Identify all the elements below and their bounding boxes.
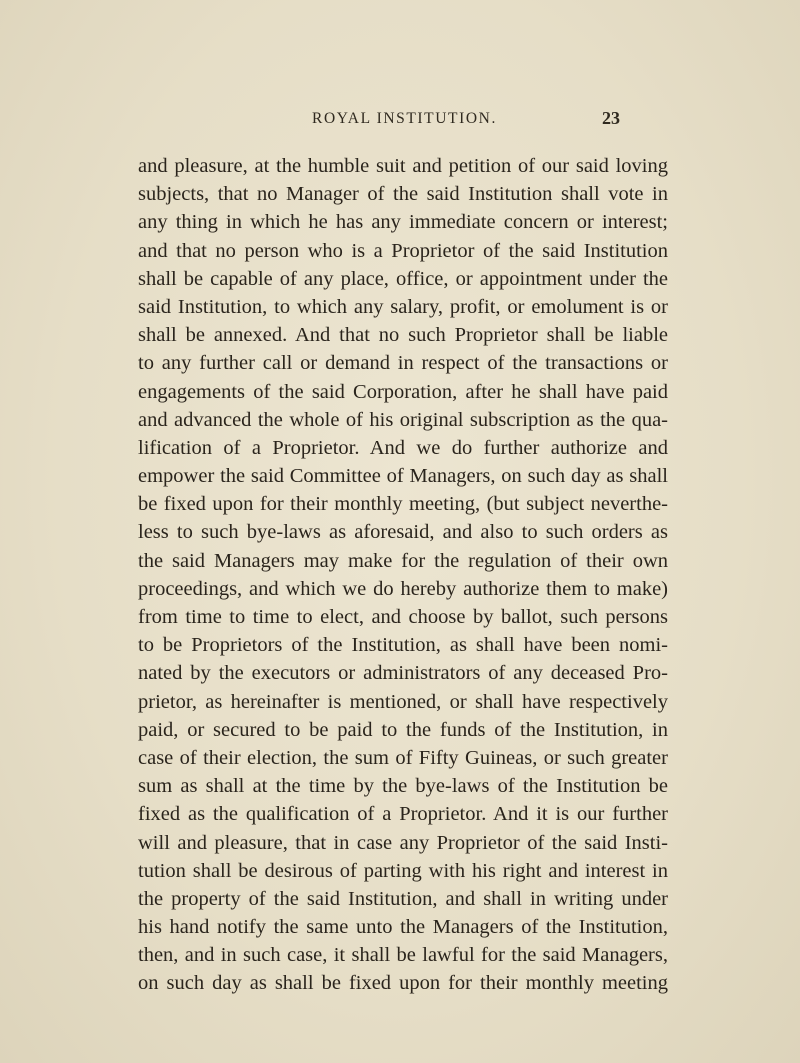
text-line: to any further call or demand in respect of the transactions or (138, 352, 668, 375)
text-line: his hand notify the same unto the Managers of the Institution, (138, 916, 668, 939)
text-line: empower the said Committee of Managers, on such day as shall (138, 465, 668, 488)
text-line: paid, or secured to be paid to the funds of the Institution, in (138, 718, 668, 741)
text-line: shall be annexed. And that no such Proprietor shall be liable (138, 324, 668, 347)
text-line: lification of a Proprietor. And we do further authorize and (138, 436, 668, 459)
text-line: from time to time to elect, and choose by ballot, such persons (138, 606, 668, 628)
text-line: the said Managers may make for the regulation of their own (138, 549, 668, 572)
text-line: less to such bye-laws as aforesaid, and also to such orders as (138, 521, 668, 544)
text-line: prietor, as hereinafter is mentioned, or shall have respectively (138, 690, 668, 713)
text-line: and advanced the whole of his original subscription as the qua- (138, 408, 668, 431)
text-line: be fixed upon for their monthly meeting, (but subject neverthe- (138, 493, 668, 516)
text-line: subjects, that no Manager of the said Institution shall vote in (138, 183, 668, 206)
text-line: any thing in which he has any immediate concern or interest; (138, 211, 668, 234)
text-line: engagements of the said Corporation, after he shall have paid (138, 380, 668, 403)
text-line: and pleasure, at the humble suit and petition of our said loving (138, 155, 668, 177)
text-line: the property of the said Institution, and shall in writing under (138, 887, 668, 910)
text-line: proceedings, and which we do hereby authorize them to make) (138, 577, 668, 600)
text-line: said Institution, to which any salary, profit, or emolument is or (138, 295, 668, 318)
text-line: fixed as the qualification of a Proprietor. And it is our further (138, 803, 668, 826)
running-title: ROYAL INSTITUTION. (312, 110, 497, 127)
body-text (138, 152, 668, 998)
text-line: on such day as shall be fixed upon for their monthly meeting (138, 972, 668, 995)
text-line: to be Proprietors of the Institution, as shall have been nomi- (138, 634, 668, 657)
page-header (300, 108, 620, 132)
text-line: will and pleasure, that in case any Proprietor of the said Insti- (138, 831, 668, 854)
text-line: shall be capable of any place, office, or appointment under the (138, 267, 668, 290)
page-number: 23 (602, 108, 620, 128)
text-line: then, and in such case, it shall be lawful for the said Managers, (138, 944, 668, 967)
text-line: case of their election, the sum of Fifty Guineas, or such greater (138, 746, 668, 769)
text-line: nated by the executors or administrators of any deceased Pro- (138, 662, 668, 685)
text-line: tution shall be desirous of parting with his right and interest in (138, 859, 668, 882)
text-line: sum as shall at the time by the bye-laws of the Institution be (138, 775, 668, 798)
text-line: and that no person who is a Proprietor of the said Institution (138, 239, 668, 262)
